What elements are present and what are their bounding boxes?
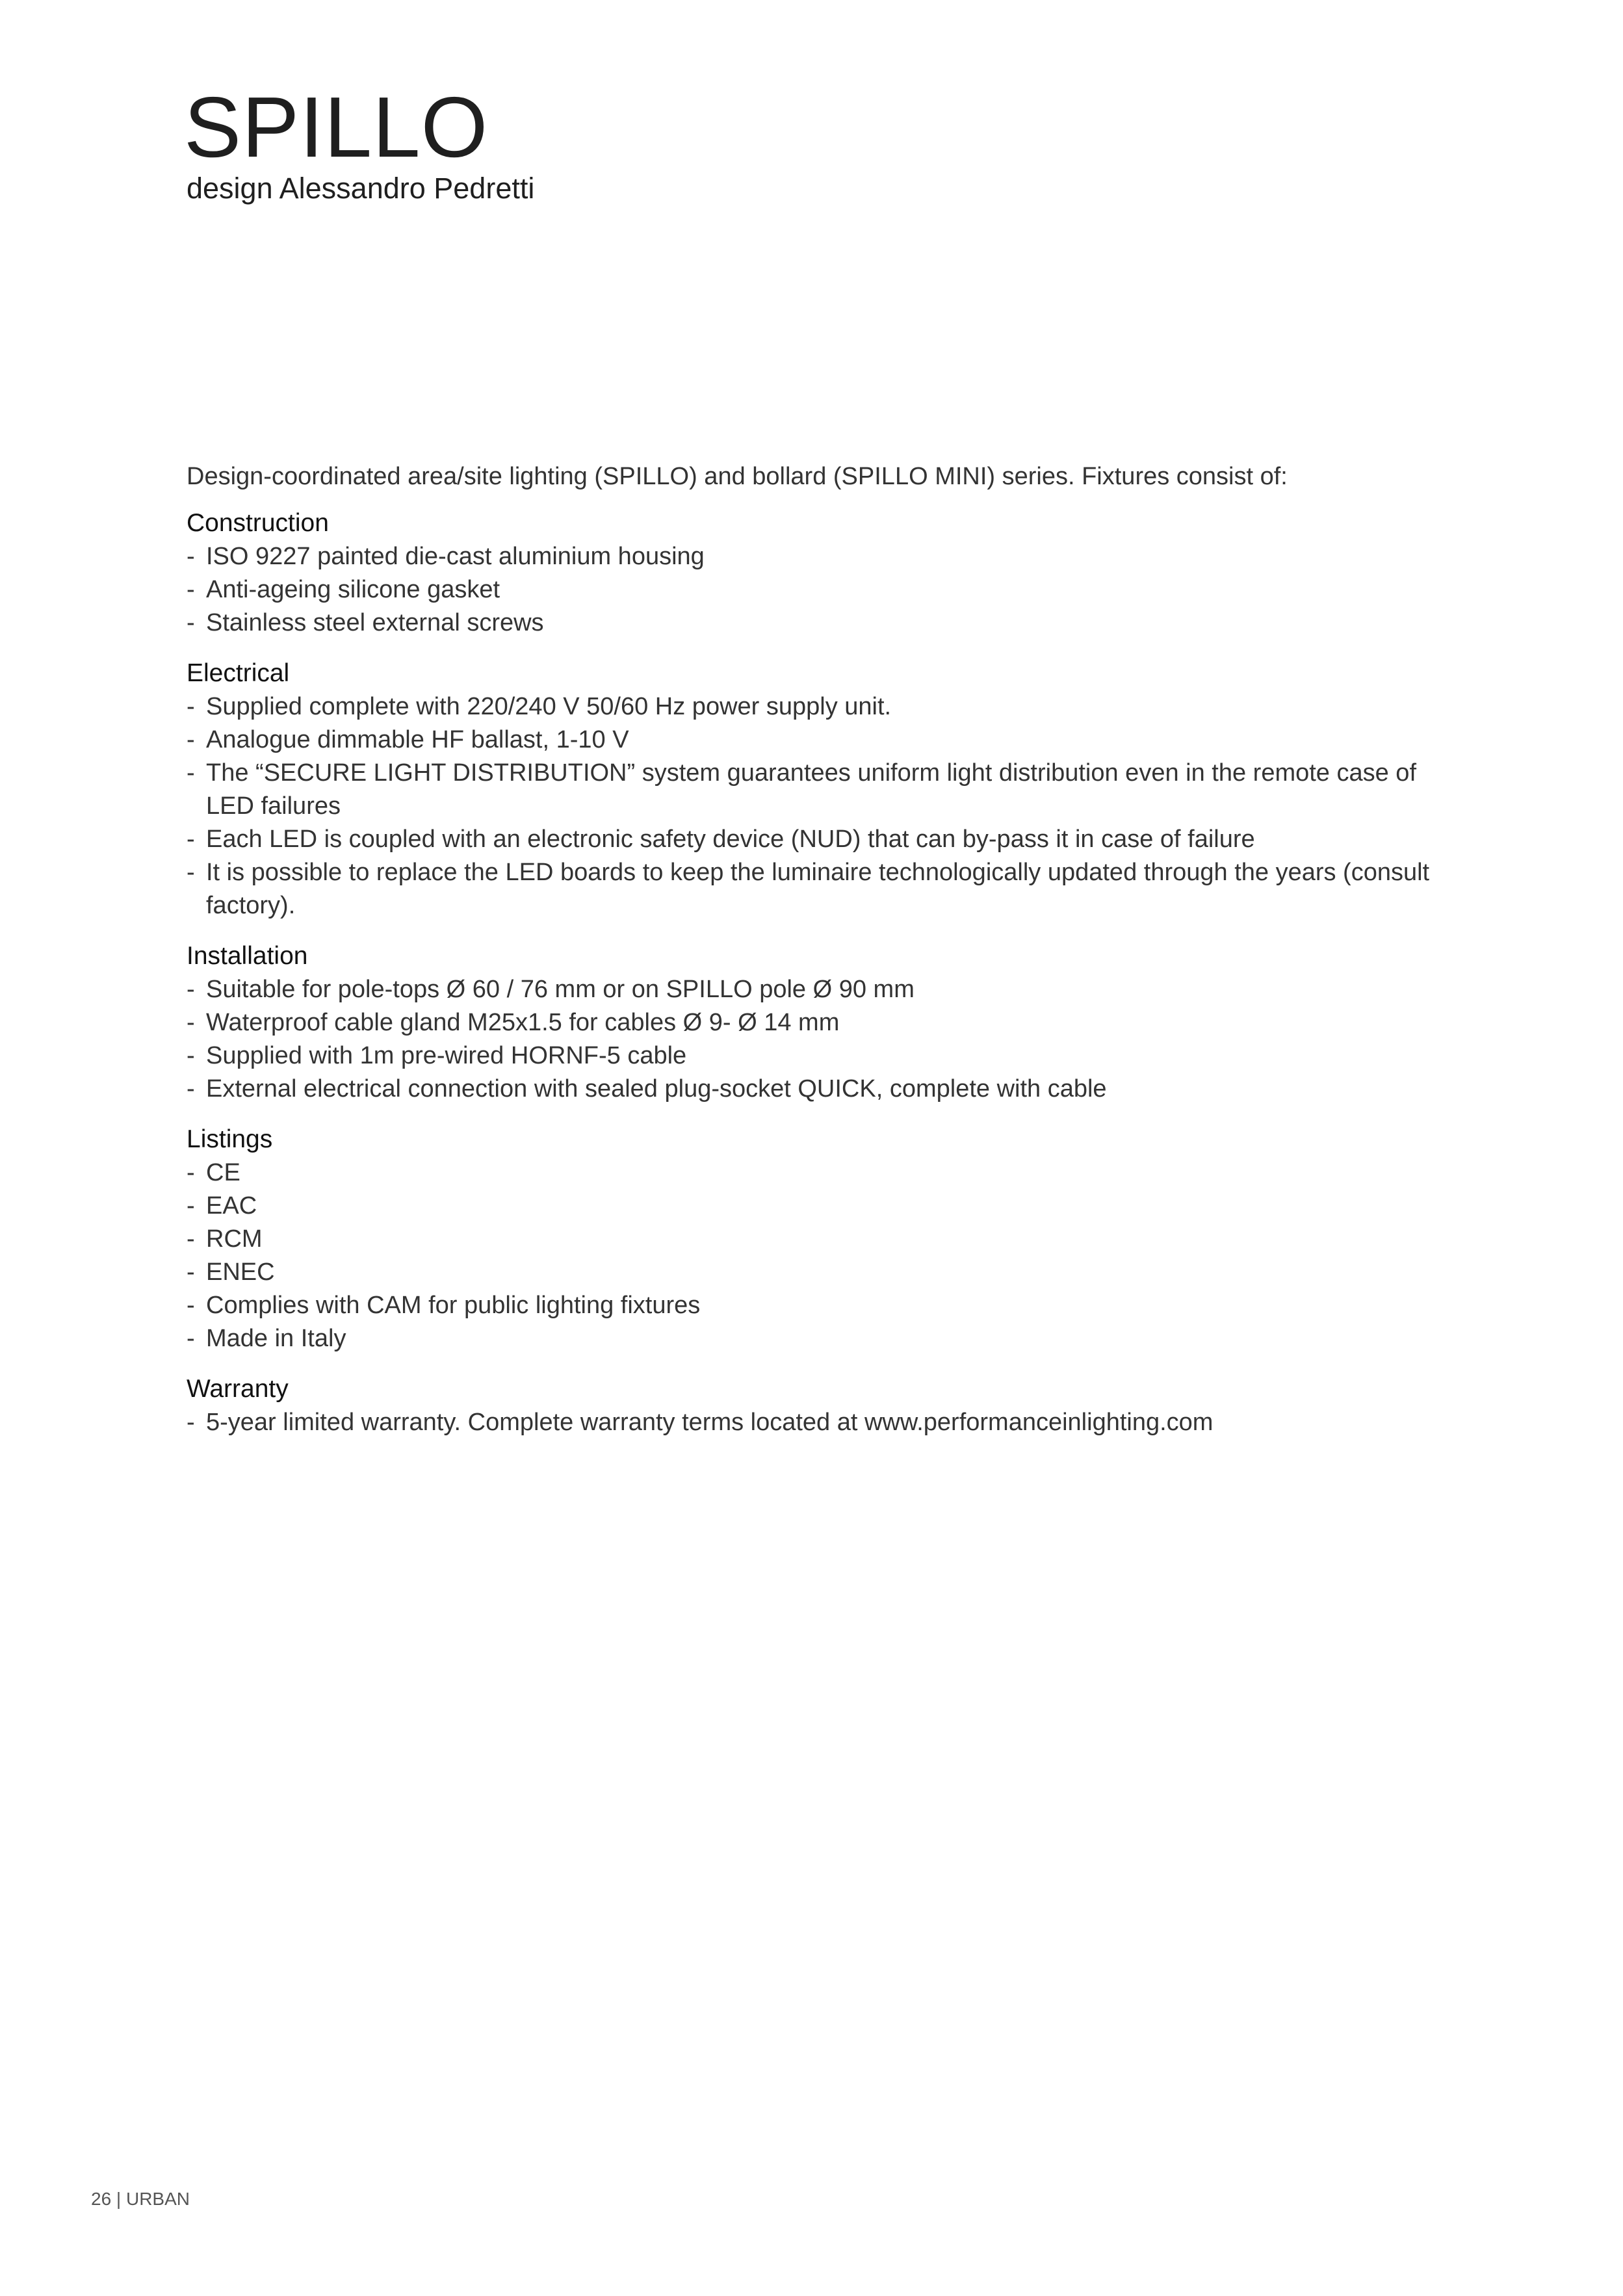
list-item-text: Analogue dimmable HF ballast, 1-10 V xyxy=(206,726,629,753)
list-item-text: 5-year limited warranty. Complete warranty terms located at www.performanceinlighting.com xyxy=(206,1409,1214,1436)
list-item-text: Complies with CAM for public lighting fixtures xyxy=(206,1292,701,1319)
list-item: - RCM xyxy=(187,1225,263,1253)
list-item: - EAC xyxy=(187,1192,257,1220)
list-item: - Supplied complete with 220/240 V 50/60 Hz power supply unit. xyxy=(187,693,892,720)
section-title: Listings xyxy=(187,1125,273,1153)
list-item-text: Each LED is coupled with an electronic safety device (NUD) that can by-pass it in case of failure xyxy=(206,826,1255,853)
section-warranty xyxy=(187,1372,1461,1439)
section-installation xyxy=(187,939,1461,1106)
list-item: - It is possible to replace the LED boards to keep the luminaire technologically updated through the years (consult factory). xyxy=(187,859,1430,919)
section-title: Electrical xyxy=(187,659,290,687)
designer-credit: design Alessandro Pedretti xyxy=(187,172,535,205)
list-item-text: Made in Italy xyxy=(206,1325,346,1352)
section-construction xyxy=(187,506,1461,640)
list-item: - Complies with CAM for public lighting fixtures xyxy=(187,1292,701,1319)
list-item-text: RCM xyxy=(206,1225,263,1253)
list-item: - External electrical connection with sealed plug-socket QUICK, complete with cable xyxy=(187,1075,1107,1102)
list-item: - Anti-ageing silicone gasket xyxy=(187,576,500,603)
list-item-text: EAC xyxy=(206,1192,257,1220)
list-item-text: ENEC xyxy=(206,1259,275,1286)
list-item-text: Anti-ageing silicone gasket xyxy=(206,576,500,603)
list-item-text: It is possible to replace the LED boards to keep the luminaire technologically updated through the years (consult factory). xyxy=(206,859,1430,919)
list-item: - ENEC xyxy=(187,1259,275,1286)
item-list xyxy=(187,1156,1461,1355)
list-item-text: ISO 9227 painted die-cast aluminium housing xyxy=(206,543,705,570)
list-item-text: Waterproof cable gland M25x1.5 for cables Ø 9- Ø 14 mm xyxy=(206,1009,840,1036)
list-item: - Each LED is coupled with an electronic safety device (NUD) that can by-pass it in case of failure xyxy=(187,826,1255,853)
item-list xyxy=(187,540,1461,640)
list-item: - Waterproof cable gland M25x1.5 for cables Ø 9- Ø 14 mm xyxy=(187,1009,840,1036)
list-item: - Analogue dimmable HF ballast, 1-10 V xyxy=(187,726,629,753)
list-item-text: The “SECURE LIGHT DISTRIBUTION” system guarantees uniform light distribution even in the remote case of LED failures xyxy=(206,759,1416,820)
list-item: - ISO 9227 painted die-cast aluminium housing xyxy=(187,543,705,570)
list-item-text: Suitable for pole-tops Ø 60 / 76 mm or on SPILLO pole Ø 90 mm xyxy=(206,976,915,1003)
list-item-text: Supplied complete with 220/240 V 50/60 Hz power supply unit. xyxy=(206,693,892,720)
section-title: Installation xyxy=(187,942,308,970)
list-item: - CE xyxy=(187,1159,240,1186)
list-item-text: CE xyxy=(206,1159,240,1186)
list-item-text: External electrical connection with sealed plug-socket QUICK, complete with cable xyxy=(206,1075,1107,1102)
page-footer: 26 | URBAN xyxy=(91,2189,190,2209)
section-listings xyxy=(187,1123,1461,1355)
section-electrical xyxy=(187,657,1461,922)
item-list xyxy=(187,973,1461,1106)
list-item: - Supplied with 1m pre-wired HORNF-5 cable xyxy=(187,1042,687,1069)
list-item: - Stainless steel external screws xyxy=(187,609,544,636)
item-list xyxy=(187,690,1461,922)
list-item-text: Stainless steel external screws xyxy=(206,609,544,636)
list-item: - 5-year limited warranty. Complete warranty terms located at www.performanceinlighting.com xyxy=(187,1409,1214,1436)
item-list xyxy=(187,1406,1461,1439)
list-item: - The “SECURE LIGHT DISTRIBUTION” system guarantees uniform light distribution even in the remote case of LED failures xyxy=(187,759,1416,820)
list-item: - Suitable for pole-tops Ø 60 / 76 mm or on SPILLO pole Ø 90 mm xyxy=(187,976,915,1003)
section-title: Warranty xyxy=(187,1375,289,1403)
page-title: SPILLO xyxy=(184,79,489,175)
intro-paragraph: Design-coordinated area/site lighting (SPILLO) and bollard (SPILLO MINI) series. Fixtures consist of: xyxy=(187,463,1288,490)
list-item-text: Supplied with 1m pre-wired HORNF-5 cable xyxy=(206,1042,687,1069)
list-item: - Made in Italy xyxy=(187,1325,346,1352)
section-title: Construction xyxy=(187,509,329,537)
spec-content xyxy=(187,460,1461,1456)
